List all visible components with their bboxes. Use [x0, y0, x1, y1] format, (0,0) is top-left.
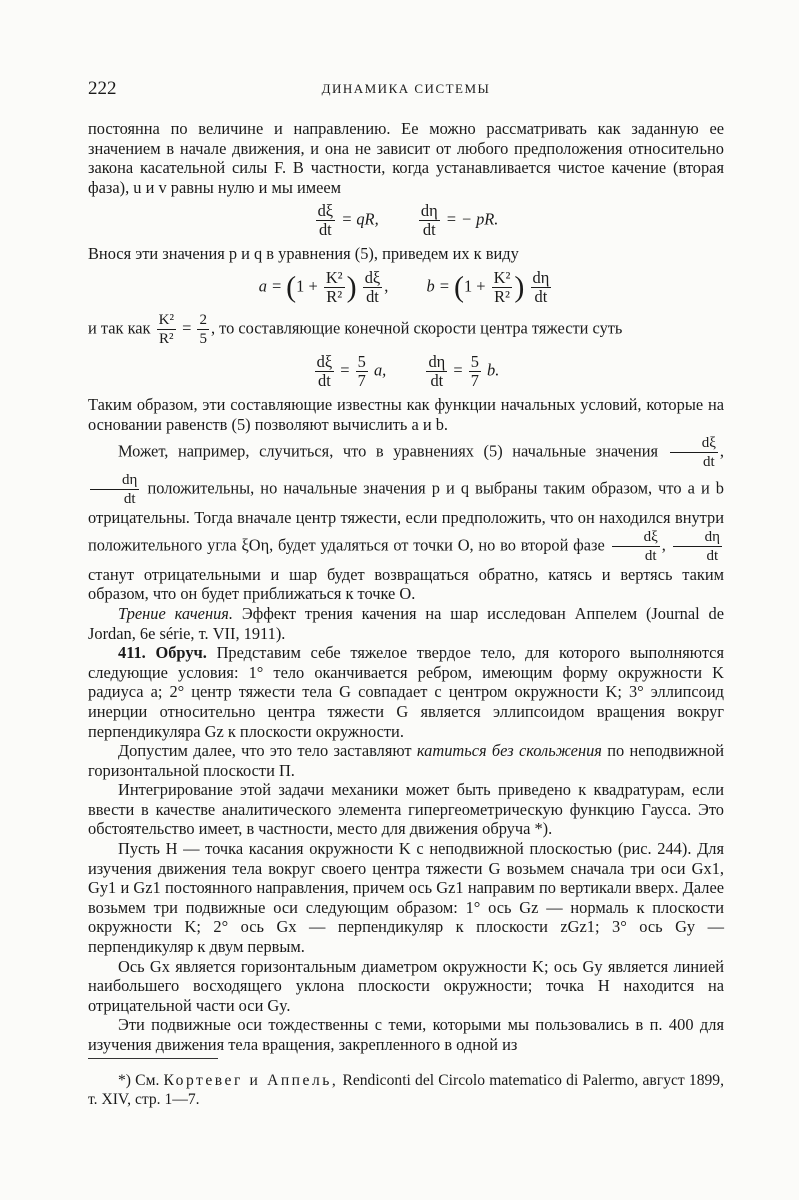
fraction: $\frac{d\eta}{dt}$ [532, 267, 550, 306]
fraction: $\frac{d\eta}{dt}$ [420, 201, 438, 240]
fraction: $\frac{d\xi}{dt}$ [316, 351, 333, 390]
fraction: $\frac{2}{5}$ [199, 311, 207, 347]
paragraph-1: постоянна по величине и направлению. Ее можно рассматривать как заданную ее значением в начале движения, и она не зависит от любого предположения относительно закона касательной силы F. В частности, когда устанавливается чистое качение (вторая фаза), u и v равны нулю и мы имеем [88, 119, 724, 197]
formula-rolling-velocity: $\frac{d\xi}{dt}$ = qR, $\frac{d\eta}{dt}$ = − pR. [317, 201, 499, 240]
paragraph-6: Трение качения. Эффект трения качения на шар исследован Аппелем (Journal de Jordan, 6e série, т. VII, 1911). [88, 603, 724, 643]
fraction: $\frac{\text{K²}}{\text{R²}}$ [493, 267, 511, 306]
paragraph-3: и так как $\frac{\text{K²}}{\text{R²}}$ = $\frac{2}{5}$ , то составляющие конечной скорости центра тяжести суть [88, 311, 623, 347]
running-title: ДИНАМИКА СИСТЕМЫ [321, 81, 491, 96]
paragraph-4: Таким образом, эти составляющие известны как функции начальных условий, которые на основании равенств (5) позволяют вычислить a и b. [88, 394, 724, 434]
fraction: $\frac{5}{7}$ [470, 351, 479, 390]
paragraph-11: Ось Gx является горизонтальным диаметром окружности K; ось Gy является линией наибольшего восходящего уклона плоскости окружности; точка H находится на отрицательной части оси Gy. [88, 956, 724, 1015]
fraction: $\frac{\text{K²}}{\text{R²}}$ [325, 267, 343, 306]
paragraph-9: Интегрирование этой задачи механики может быть приведено к квадратурам, если ввести в качестве аналитического элемента гипергеометрическую функцию Гаусса. Это обстоятельство имеет, в частности, место для движения обруча *). [88, 780, 724, 839]
page-body [88, 119, 724, 1055]
fraction: $\frac{d\eta}{dt}$ [673, 528, 722, 565]
footnote: *) См. Кортевег и Аппель, Rendiconti del Circolo matematico di Palermo, август 1899, т. XIV, стр. 1—7. [88, 1072, 724, 1108]
page-number: 222 [88, 78, 117, 99]
fraction: $\frac{d\xi}{dt}$ [317, 201, 334, 240]
fraction: $\frac{5}{7}$ [357, 351, 366, 390]
formula-a-b: a = (1 + $\frac{\text{K²}}{\text{R²}}$ ) $\frac{d\xi}{dt}$ , b = (1 + $\frac{\text{K²}}{\text{R²}}$ ) $\frac{d\eta}{dt}$ [258, 267, 550, 306]
fraction: $\frac{d\xi}{dt}$ [364, 267, 381, 306]
formula-final-velocity: $\frac{d\xi}{dt}$ = $\frac{5}{7}$ a, $\frac{d\eta}{dt}$ = $\frac{5}{7}$ b. [316, 351, 500, 390]
paragraph-12: Эти подвижные оси тождественны с теми, которыми мы пользовались в п. 400 для изучения движения тела вращения, закрепленного в одной из [88, 1015, 724, 1054]
fraction: $\frac{d\eta}{dt}$ [90, 471, 139, 508]
fraction: $\frac{\text{K²}}{\text{R²}}$ [158, 311, 174, 347]
section-411: 411. Обруч. Представим себе тяжелое твердое тело, для которого выполняются следующие условия: 1° тело оканчивается ребром, имеющим форму окружности K радиуса a; 2° центр тяжести тела G совпадает с центром окружности K; 3° эллипсоид инерции относительно центра тяжести G является эллипсоидом вращения вокруг перпендикуляра Gz к плоскости окружности. [88, 643, 724, 741]
fraction: $\frac{d\eta}{dt}$ [428, 351, 446, 390]
section-heading: 411. Обруч. [118, 643, 207, 663]
fraction: $\frac{d\xi}{dt}$ [670, 434, 718, 471]
paragraph-10: Пусть H — точка касания окружности K с неподвижной плоскостью (рис. 244). Для изучения движения тела вокруг своего центра тяжести G возьмем сначала три оси Gx1, Gy1 и Gz1 постоянного направления, причем ось Gz1 направим по вертикали вверх. Далее возьмем три подвижные оси следующим образом: 1° ось Gz — нормаль к плоскости окружности K; 2° ось Gx — перпендикуляр к плоскости zGz1; 3° ось Gy — перпендикуляр к двум первым. [88, 839, 724, 957]
paragraph-8: Допустим далее, что это тело заставляют катиться без скольжения по неподвижной горизонтальной плоскости Π. [88, 741, 724, 780]
paragraph-5: Может, например, случиться, что в уравнениях (5) начальные значения $\frac{d\xi}{dt}$ , $\frac{d\eta}{dt}$ положительны, но начальные значения p и q выбраны таким образом, что a и b отрицательны. Тогда вначале центр тяжести, если предположить, что он находился внутри положительного угла ξOη, будет удаляться от точки O, но во второй фазе $\frac{d\xi}{dt}$ , $\frac{d\eta}{dt}$ станут отрицательными и шар будет возвращаться обратно, катясь и вертясь таким образом, что он будет приближаться к точке O. [88, 435, 724, 604]
paragraph-2: Внося эти значения p и q в уравнения (5), приведем их к виду [88, 244, 519, 264]
page-header [88, 78, 724, 104]
fraction: $\frac{d\xi}{dt}$ [612, 528, 660, 565]
footnote-divider [88, 1058, 218, 1059]
